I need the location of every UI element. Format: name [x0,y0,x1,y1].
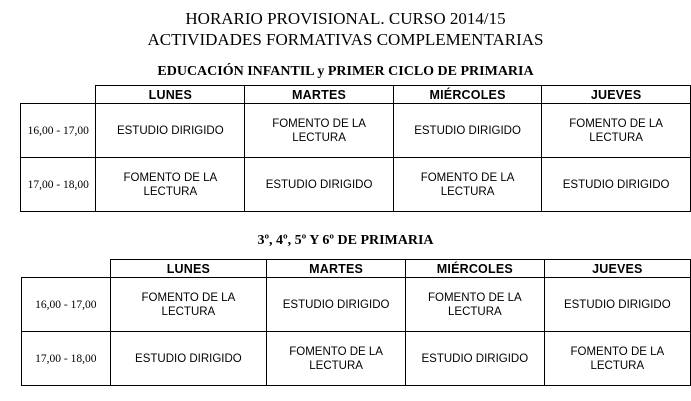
activity-cell: ESTUDIO DIRIGIDO [96,104,245,158]
page-title: HORARIO PROVISIONAL. CURSO 2014/15 [185,9,506,28]
activity-cell: FOMENTO DE LA LECTURA [96,158,245,212]
activity-cell: FOMENTO DE LA LECTURA [544,332,690,386]
day-header: LUNES [110,260,267,278]
activity-cell: FOMENTO DE LA LECTURA [542,104,691,158]
corner-cell [21,86,96,104]
schedule-1-table [20,85,691,212]
activity-cell: ESTUDIO DIRIGIDO [406,332,545,386]
day-header: LUNES [96,86,245,104]
corner-cell [22,260,111,278]
day-header: JUEVES [544,260,690,278]
activity-cell: FOMENTO DE LA LECTURA [245,104,394,158]
schedule-2-table [21,259,691,386]
time-slot: 16,00 - 17,00 [22,278,111,332]
page-subtitle: ACTIVIDADES FORMATIVAS COMPLEMENTARIAS [147,30,544,49]
day-header: MARTES [267,260,406,278]
day-header: MIÉRCOLES [393,86,541,104]
activity-cell: ESTUDIO DIRIGIDO [245,158,394,212]
time-slot: 17,00 - 18,00 [22,332,111,386]
schedule-1-heading: EDUCACIÓN INFANTIL y PRIMER CICLO DE PRIMARIA [157,64,534,79]
activity-cell: FOMENTO DE LA LECTURA [406,278,545,332]
activity-cell: FOMENTO DE LA LECTURA [267,332,406,386]
activity-cell: ESTUDIO DIRIGIDO [393,104,541,158]
time-slot: 16,00 - 17,00 [21,104,96,158]
day-header: JUEVES [542,86,691,104]
activity-cell: FOMENTO DE LA LECTURA [110,278,267,332]
activity-cell: FOMENTO DE LA LECTURA [393,158,541,212]
schedule-2-heading: 3º, 4º, 5º Y 6º DE PRIMARIA [257,233,434,248]
time-slot: 17,00 - 18,00 [21,158,96,212]
activity-cell: ESTUDIO DIRIGIDO [110,332,267,386]
table-row [21,158,691,212]
table-header-row [22,260,691,278]
table-header-row [21,86,691,104]
activity-cell: ESTUDIO DIRIGIDO [542,158,691,212]
activity-cell: ESTUDIO DIRIGIDO [544,278,690,332]
table-row [21,104,691,158]
day-header: MIÉRCOLES [406,260,545,278]
table-row [22,332,691,386]
day-header: MARTES [245,86,394,104]
activity-cell: ESTUDIO DIRIGIDO [267,278,406,332]
table-row [22,278,691,332]
